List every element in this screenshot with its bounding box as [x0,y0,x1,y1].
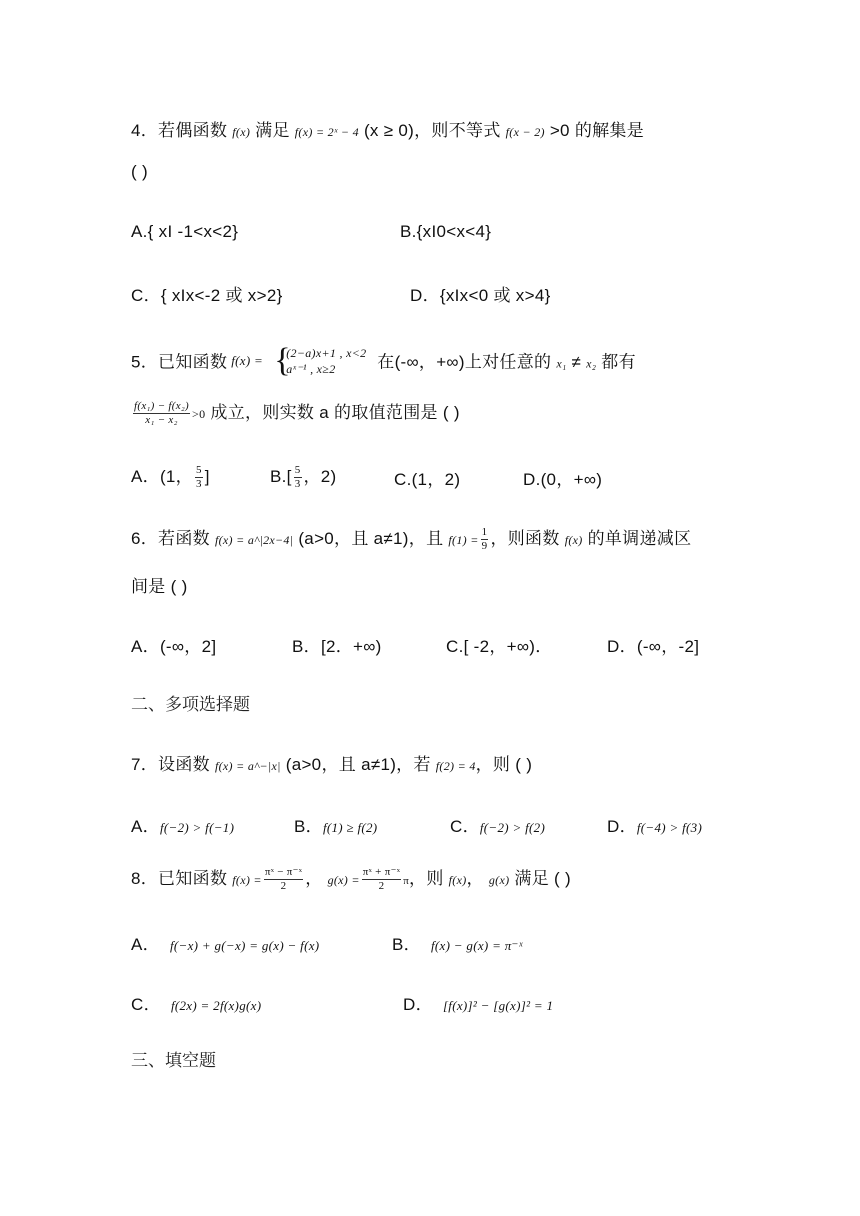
frac-num: 5 [195,464,202,477]
q5-text: 5．已知函数 [131,352,228,372]
option-letter: C． [131,995,161,1014]
q4-option-b: B.{xI0<x<4} [400,222,492,241]
q8-option-d [403,990,553,1015]
q7-option-a [131,812,234,837]
q5-gt0: >0 [192,407,206,421]
option-letter: B． [392,935,421,954]
q4-stem-line1 [131,116,644,141]
q8-pi: π [403,875,410,887]
q5-option-a [131,462,210,491]
q8-f-frac [264,866,303,893]
q7-opt-a-math: f(−2) > f(−1) [159,820,235,835]
q5-opt-b-text: B.[ [270,467,292,486]
option-letter: A． [131,935,160,954]
q6-option-d: D．(-∞，-2] [607,637,700,656]
frac-den: 3 [195,478,202,491]
section-heading-multiple-choice: 二、多项选择题 [131,695,250,715]
q7-math-cond: f(2) = 4 [435,759,476,773]
q5-math-x1: x₁ [556,356,567,371]
q5-piecewise-function [231,342,371,380]
q6-text: (a>0，且 a≠1)，且 [293,529,449,548]
q6-math-def: f(x) = a^|2x−4| [214,533,294,547]
q4-option-c: C．{ xIx<-2 或 x>2} [131,286,283,305]
q5-opt-a-text: A．(1， [131,467,193,486]
q8-stem-line1 [131,864,571,893]
frac-den: 2 [378,880,385,893]
q7-opt-c-math: f(−2) > f(2) [479,820,546,835]
q8-option-a [131,930,319,955]
q5-text: 都有 [596,352,636,372]
q4-text: 4．若偶函数 [131,121,233,140]
q4-text: >0 的解集是 [544,121,645,140]
q8-opt-d-math: [f(x)]² − [g(x)]² = 1 [442,998,554,1013]
q5-option-b [270,462,337,491]
q8-g-lhs: g(x) = [327,873,360,887]
q7-text: 7．设函数 [131,755,215,774]
q5-piece-case2: aˣ⁻¹ , x≥2 [286,362,336,376]
q8-text: 满足 ( ) [509,869,571,888]
q6-option-b: B．[2．+∞) [292,637,382,656]
q5-option-d: D.(0，+∞) [523,470,603,489]
frac-num: 1 [481,526,488,539]
q5-text: 在(-∞，+∞)上对任意的 [377,352,557,372]
q6-option-a: A．(-∞，2] [131,637,217,656]
q8-comma: ， [305,869,323,888]
q7-option-b [294,812,377,837]
q5-opt-b-frac [294,464,302,491]
q6-frac [481,526,489,553]
q6-text: ，则函数 [490,529,565,548]
q5-difference-quotient [133,400,190,427]
q8-math-gx: g(x) [488,873,510,887]
q8-opt-b-math: f(x) − g(x) = π⁻ˣ [431,938,523,953]
q7-option-d [607,812,702,837]
q5-neq: ≠ [566,352,587,372]
q5-piece-lhs: f(x) = [231,353,264,368]
q6-math-fx: f(x) [564,533,583,547]
q6-math-f1: f(1) = [448,533,479,547]
q5-option-c: C.(1，2) [394,470,461,489]
q6-text: 的单调递减区 [582,529,692,548]
q8-text: 8．已知函数 [131,869,233,888]
q5-stem-line2 [131,398,460,427]
brace-icon: { [274,342,291,379]
frac-den: 9 [481,540,488,553]
q5-opt-a-frac [195,464,203,491]
q4-option-d: D．{xIx<0 或 x>4} [410,286,551,305]
frac-den: 3 [294,478,301,491]
frac-den: 2 [280,880,287,893]
q4-math-def: f(x) = 2ˣ − 4 [294,125,359,139]
option-letter: C． [450,817,480,836]
q8-opt-a-math: f(−x) + g(−x) = g(x) − f(x) [170,938,320,953]
q7-math-def: f(x) = a^−|x| [214,759,281,773]
q7-text: (a>0，且 a≠1)，若 [280,755,436,774]
q5-piece-case1: (2−a)x+1 , x<2 [286,346,367,360]
frac-num: πˣ − π⁻ˣ [264,866,303,879]
option-letter: B． [294,817,323,836]
q4-text: (x ≥ 0)，则不等式 [358,121,506,140]
q4-text: 满足 [250,121,295,140]
q8-f-lhs: f(x) = [232,873,262,887]
q5-stem-line1 [131,342,636,380]
q7-text: ，则 ( ) [475,755,533,774]
q8-g-frac [362,866,401,893]
q8-math-fx: f(x) [448,873,467,887]
q7-opt-b-math: f(1) ≥ f(2) [322,820,378,835]
option-letter: D． [607,817,637,836]
q4-option-a: A.{ xI -1<x<2} [131,222,239,241]
q6-option-c: C.[ -2，+∞)． [446,637,553,656]
q5-frac-den: x₁ − x₂ [145,414,178,427]
q7-opt-d-math: f(−4) > f(3) [636,820,703,835]
q6-stem-line2: 间是 ( ) [131,577,188,596]
q4-math-ineq: f(x − 2) [505,125,545,139]
q5-math-x2: x₂ [586,356,597,371]
frac-num: 5 [294,464,301,477]
q8-option-b [392,930,523,955]
q4-math-fx: f(x) [232,125,251,139]
option-letter: D． [403,995,433,1014]
q8-comma: ， [466,869,484,888]
q6-text: 6．若函数 [131,529,215,548]
section-heading-fill-in: 三、填空题 [131,1051,216,1071]
q5-opt-a-text: ] [204,467,210,486]
option-letter: A． [131,817,160,836]
q8-option-c [131,990,261,1015]
q6-stem-line1 [131,524,691,553]
frac-num: πˣ + π⁻ˣ [362,866,401,879]
q5-text: 成立，则实数 a 的取值范围是 ( ) [205,403,460,422]
q8-opt-c-math: f(2x) = 2f(x)g(x) [170,998,262,1013]
q5-frac-num: f(x₁) − f(x₂) [134,400,190,413]
q8-text: ，则 [409,869,449,888]
q4-answer-blank: ( ) [131,162,148,181]
q7-stem-line1 [131,750,532,775]
q5-opt-b-text: ，2) [303,467,337,486]
q7-option-c [450,812,545,837]
